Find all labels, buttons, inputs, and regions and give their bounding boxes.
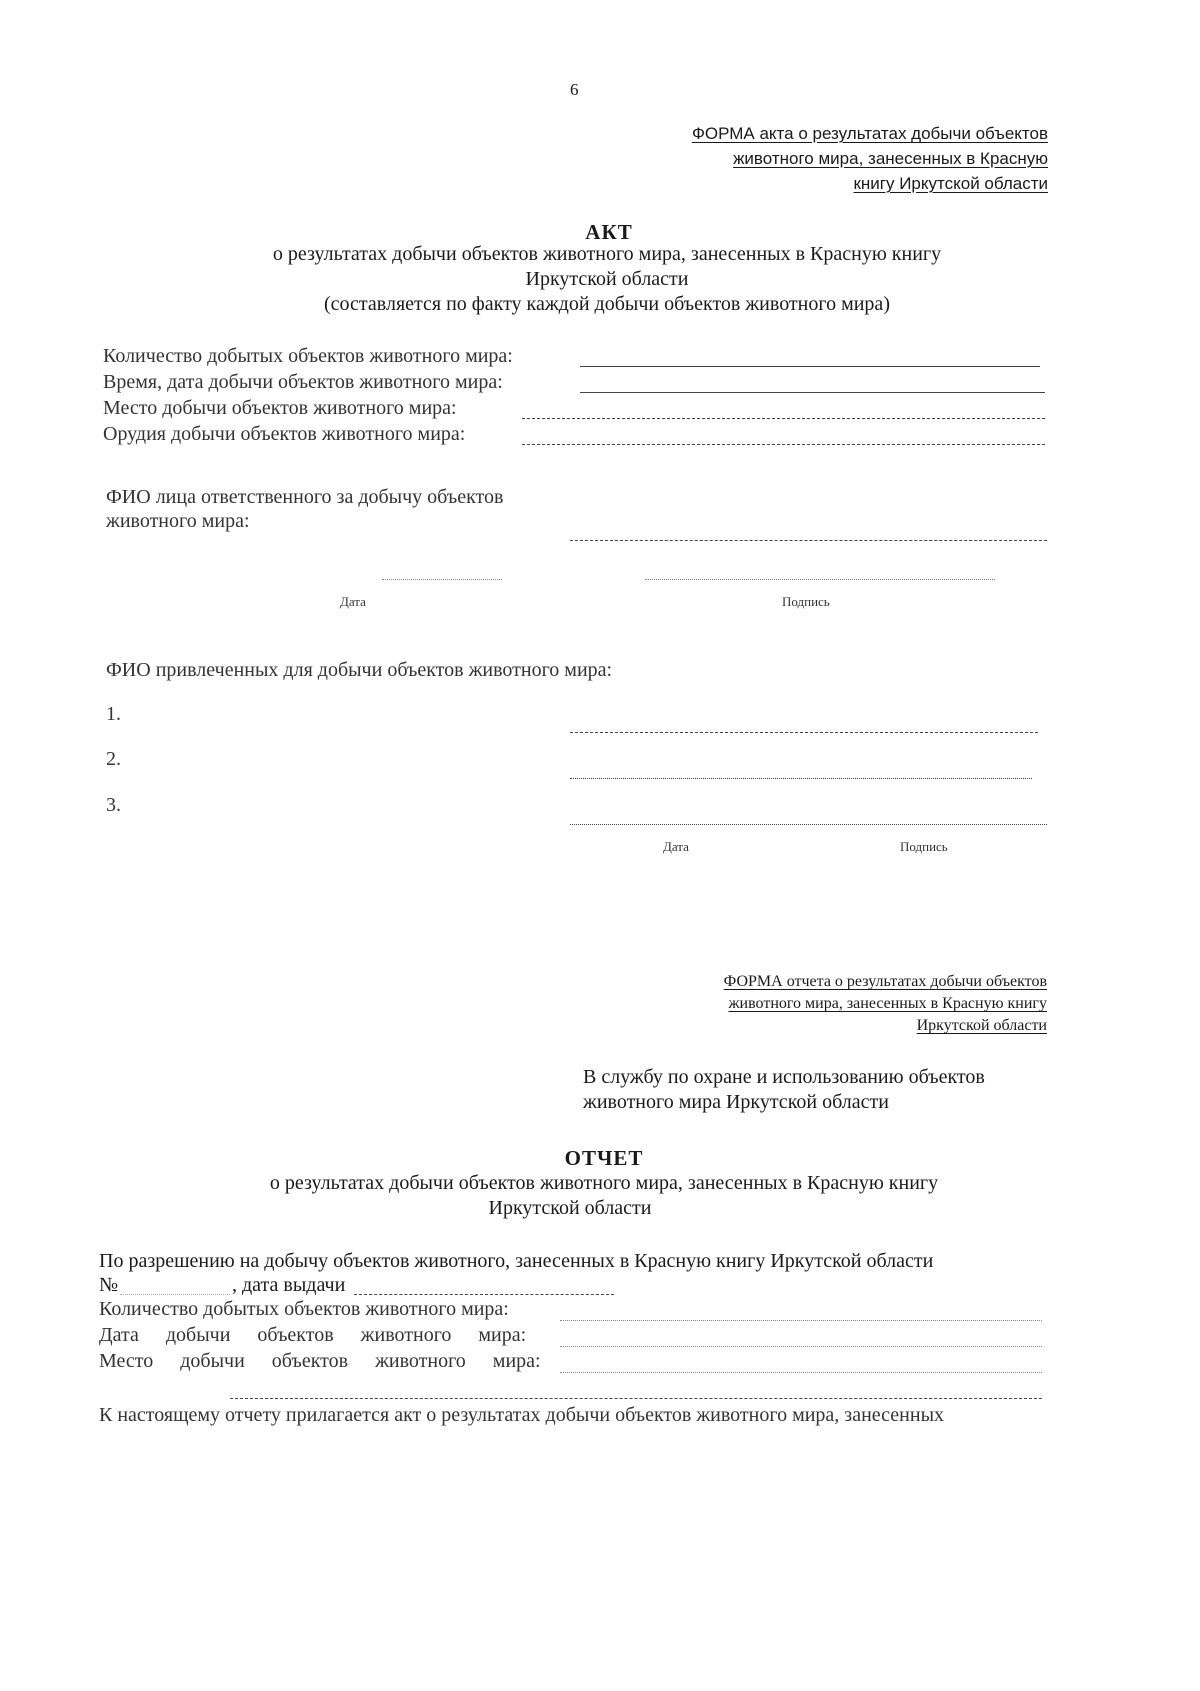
report-field-place-label: Место добычи объектов животного мира:: [99, 1350, 541, 1372]
report-title: ОТЧЕТ: [564, 1146, 644, 1170]
page-number: 6: [570, 80, 579, 99]
act-involved-line-1[interactable]: [570, 732, 1038, 733]
act-form-caption-line-1: ФОРМА акта о результатах добычи объектов: [691, 124, 1048, 143]
report-subtitle-line-1: о результатах добычи объектов животного мира, занесенных в Красную книгу: [269, 1172, 939, 1194]
act-involved-number-3: 3.: [106, 794, 121, 816]
report-number-line[interactable]: [120, 1294, 230, 1295]
act-responsible-label-line-1: ФИО лица ответственного за добычу объектов: [106, 486, 504, 508]
report-field-place-line[interactable]: [560, 1372, 1042, 1373]
report-field-place-line-continued[interactable]: [230, 1398, 1042, 1399]
act-signature-line[interactable]: [645, 579, 995, 580]
act-signature-caption: Подпись: [782, 594, 830, 609]
act-involved-label: ФИО привлеченных для добычи объектов животного мира:: [106, 659, 613, 681]
act-form-caption-line-3: книгу Иркутской области: [853, 174, 1048, 193]
report-field-date-label: Дата добычи объектов животного мира:: [99, 1324, 527, 1346]
report-permit-line: По разрешению на добычу объектов животного, занесенных в Красную книгу Иркутской области: [99, 1250, 934, 1272]
act-responsible-label-line-2: животного мира:: [106, 510, 250, 532]
report-form-caption-line-1: ФОРМА отчета о результатах добычи объектов: [723, 973, 1047, 990]
act-involved-number-1: 1.: [106, 703, 121, 725]
report-issue-date-line[interactable]: [354, 1294, 614, 1295]
act-involved-number-2: 2.: [106, 748, 121, 770]
act-involved-line-3[interactable]: [570, 824, 1047, 825]
report-field-quantity-line[interactable]: [560, 1320, 1042, 1321]
act-involved-date-caption: Дата: [663, 839, 689, 854]
act-involved-signature-caption: Подпись: [900, 839, 948, 854]
act-responsible-name-line[interactable]: [570, 540, 1047, 541]
report-form-caption-line-3: Иркутской области: [916, 1017, 1047, 1034]
report-attachment-text: К настоящему отчету прилагается акт о результатах добычи объектов животного мира, занесенных: [99, 1404, 944, 1426]
report-number-label: №: [99, 1274, 119, 1296]
report-field-date-line[interactable]: [560, 1346, 1042, 1347]
act-subtitle-line-2: Иркутской области: [525, 268, 689, 290]
act-field-time-date-label: Время, дата добычи объектов животного мира:: [103, 371, 503, 393]
act-subtitle-line-3: (составляется по факту каждой добычи объектов животного мира): [324, 293, 890, 315]
act-title: АКТ: [585, 220, 633, 244]
act-field-tools-label: Орудия добычи объектов животного мира:: [103, 423, 466, 445]
act-involved-line-2[interactable]: [570, 778, 1032, 779]
act-field-tools-line[interactable]: [522, 444, 1045, 445]
report-field-quantity-label: Количество добытых объектов животного мира:: [99, 1298, 509, 1320]
act-field-place-label: Место добычи объектов животного мира:: [103, 397, 457, 419]
act-field-place-line[interactable]: [522, 418, 1045, 419]
report-addressee-line-1: В службу по охране и использованию объектов: [583, 1066, 985, 1088]
report-subtitle-line-2: Иркутской области: [488, 1197, 652, 1219]
report-form-caption-line-2: животного мира, занесенных в Красную книгу: [728, 995, 1047, 1012]
act-field-quantity-label: Количество добытых объектов животного мира:: [103, 345, 513, 367]
report-issue-date-label: , дата выдачи: [232, 1274, 346, 1296]
report-addressee-line-2: животного мира Иркутской области: [583, 1091, 889, 1113]
act-field-time-date-line[interactable]: [580, 392, 1045, 393]
act-subtitle-line-1: о результатах добычи объектов животного мира, занесенных в Красную книгу: [272, 243, 942, 265]
act-date-line[interactable]: [382, 579, 502, 580]
act-form-caption-line-2: животного мира, занесенных в Красную: [733, 149, 1048, 168]
act-field-quantity-line[interactable]: [580, 366, 1040, 367]
act-date-caption: Дата: [340, 594, 366, 609]
